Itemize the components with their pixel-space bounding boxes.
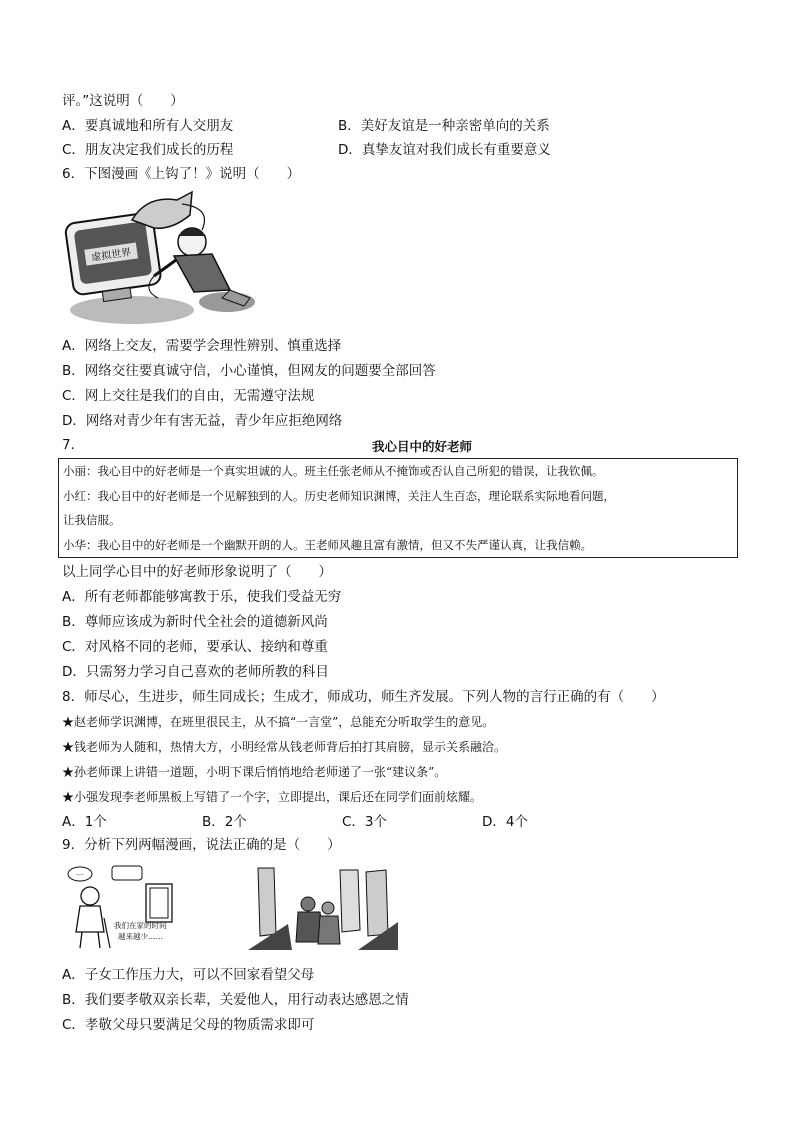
q8-item-sun: ★孙老师课上讲错一道题，小明下课后悄悄地给老师递了一张“建议条”。: [62, 765, 447, 779]
q8-option-d[interactable]: D．4个: [482, 814, 528, 830]
q9-cartoon-elderly-waiting: [66, 862, 184, 952]
q5-stem-tail: 评。”这说明（ ）: [62, 93, 184, 109]
q5-option-a[interactable]: A．要真诚地和所有人交朋友: [62, 118, 234, 134]
q8-item-qian: ★钱老师为人随和，热情大方，小明经常从钱老师背后拍打其肩膀，显示关系融洽。: [62, 740, 507, 754]
q6-cartoon-hooked: [62, 190, 258, 330]
q5-option-d[interactable]: D．真挚友谊对我们成长有重要意义: [338, 142, 551, 158]
q8-option-a[interactable]: A．1个: [62, 814, 107, 830]
q9-cartoon1-caption-1: 我们在家的时间: [114, 921, 167, 930]
q9-option-a[interactable]: A．子女工作压力大，可以不回家看望父母: [62, 967, 315, 983]
q8-option-b[interactable]: B．2个: [202, 814, 247, 830]
q7-number: 7．: [62, 437, 85, 453]
q7-table-title: 我心目中的好老师: [372, 439, 473, 454]
q7-row-xiaohong: 小红：我心目中的好老师是一个见解独到的人。历史老师知识渊博，关注人生百态，理论联系实际地看问题，: [63, 489, 615, 503]
q9-cartoon-caring-elders: [248, 864, 398, 954]
q6-option-d[interactable]: D．网络对青少年有害无益，青少年应拒绝网络: [62, 413, 343, 429]
q6-option-a[interactable]: A．网络上交友，需要学会理性辨别、慎重选择: [62, 338, 342, 354]
q9-option-b[interactable]: B．我们要孝敬双亲长辈，关爱他人，用行动表达感恩之情: [62, 992, 409, 1008]
q9-cartoon1-caption-2: 越来越少……: [118, 932, 163, 941]
q8-stem: 8．师尽心，生进步，师生同成长；生成才，师成功，师生齐发展。下列人物的言行正确的有（ ）: [62, 689, 665, 705]
q7-quote-box: [58, 458, 738, 558]
q5-option-b[interactable]: B．美好友谊是一种亲密单向的关系: [338, 118, 550, 134]
q8-option-c[interactable]: C．3个: [342, 814, 388, 830]
q7-option-a[interactable]: A．所有老师都能够寓教于乐，使我们受益无穷: [62, 589, 342, 605]
q7-option-d[interactable]: D．只需努力学习自己喜欢的老师所教的科目: [62, 664, 329, 680]
q7-stem: 以上同学心目中的好老师形象说明了（ ）: [62, 564, 332, 580]
q7-option-b[interactable]: B．尊师应该成为新时代全社会的道德新风尚: [62, 614, 328, 630]
q6-screen-label: 虚拟世界: [90, 247, 132, 264]
q7-row-xiaohong-cont: 让我信服。: [63, 513, 121, 527]
svg-text:···: ···: [76, 871, 84, 879]
q7-row-xiaohua: 小华：我心目中的好老师是一个幽默开朗的人。王老师风趣且富有激情，但又不失严谨认真，让我信赖。: [63, 538, 592, 552]
q6-stem: 6．下图漫画《上钩了！》说明（ ）: [62, 166, 301, 182]
q8-item-zhao: ★赵老师学识渊博，在班里很民主，从不搞“一言堂”，总能充分听取学生的意见。: [62, 715, 495, 729]
q5-option-c[interactable]: C．朋友决定我们成长的历程: [62, 142, 234, 158]
q9-option-c[interactable]: C．孝敬父母只要满足父母的物质需求即可: [62, 1017, 315, 1033]
q6-option-b[interactable]: B．网络交往要真诚守信，小心谨慎，但网友的问题要全部回答: [62, 363, 436, 379]
q8-item-li: ★小强发现李老师黑板上写错了一个字，立即提出，课后还在同学们面前炫耀。: [62, 790, 483, 804]
q7-row-xiaoli: 小丽：我心目中的好老师是一个真实坦诚的人。班主任张老师从不掩饰或否认自己所犯的错误，让我钦佩。: [63, 464, 604, 478]
q9-stem: 9．分析下列两幅漫画，说法正确的是（ ）: [62, 837, 341, 853]
q7-option-c[interactable]: C．对风格不同的老师，要承认、接纳和尊重: [62, 639, 328, 655]
q6-option-c[interactable]: C．网上交往是我们的自由，无需遵守法规: [62, 388, 315, 404]
